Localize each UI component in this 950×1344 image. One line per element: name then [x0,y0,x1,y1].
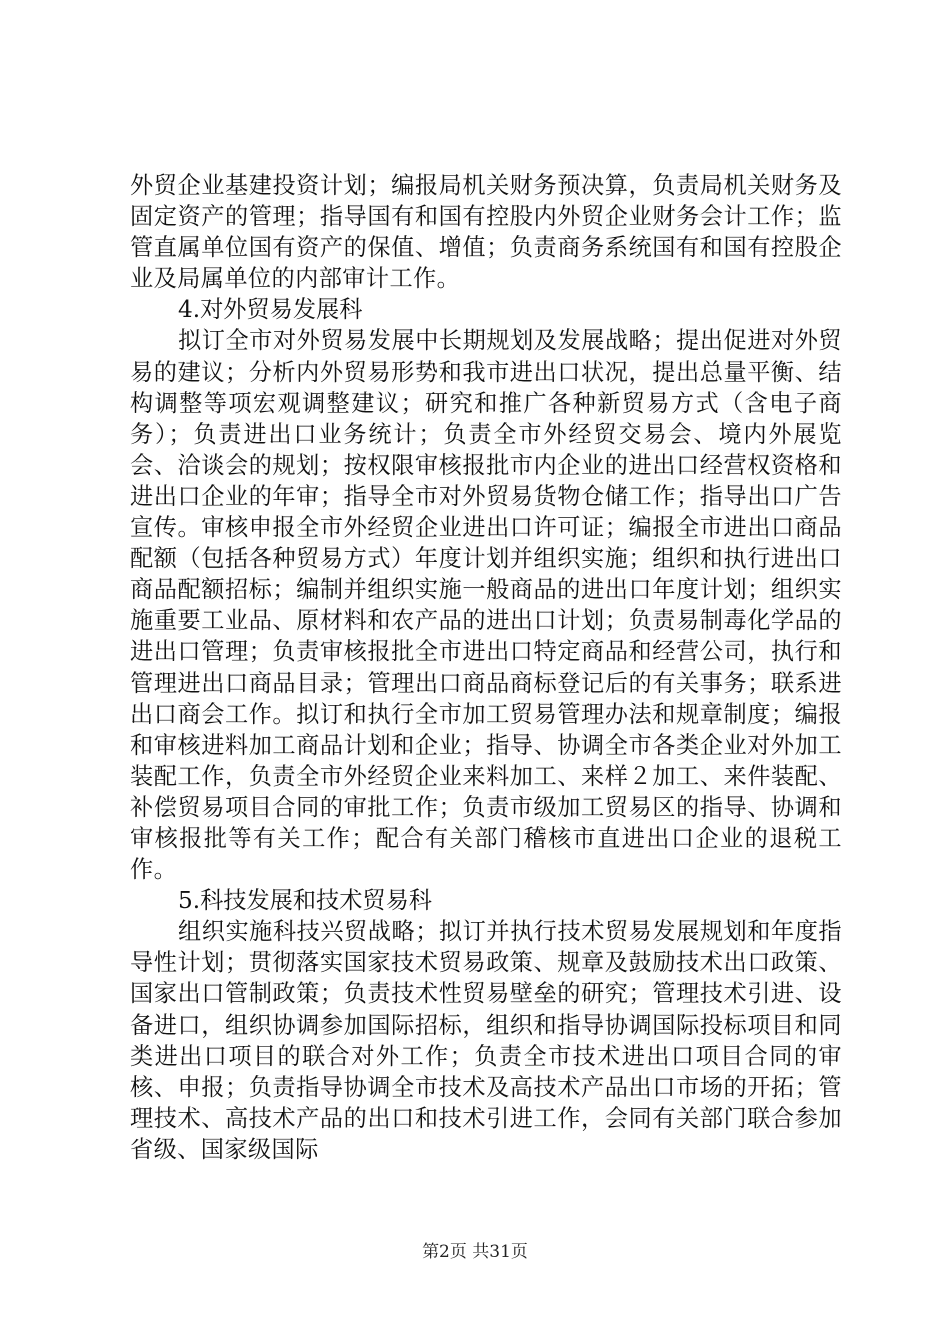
paragraph-foreign-trade: 拟订全市对外贸易发展中长期规划及发展战略；提出促进对外贸易的建议；分析内外贸易形势和我市进出口状况，提出总量平衡、结构调整等项宏观调整建议；研究和推广各种新贸易方式（含电子商务）；负责进出口业务统计；负责全市外经贸交易会、境内外展览会、洽谈会的规划；按权限审核报批市内企业的进出口经营权资格和进出口企业的年审；指导全市对外贸易货物仓储工作；指导出口广告宣传。审核申报全市外经贸企业进出口许可证；编报全市进出口商品配额（包括各种贸易方式）年度计划并组织实施；组织和执行进出口商品配额招标；编制并组织实施一般商品的进出口年度计划；组织实施重要工业品、原材料和农产品的进出口计划；负责易制毒化学品的进出口管理；负责审核报批全市进出口特定商品和经营公司，执行和管理进出口商品目录；管理出口商品商标登记后的有关事务；联系进出口商会工作。拟订和执行全市加工贸易管理办法和规章制度；编报和审核进料加工商品计划和企业；指导、协调全市各类企业对外加工装配工作，负责全市外经贸企业来料加工、来样２加工、来件装配、补偿贸易项目合同的审批工作；负责市级加工贸易区的指导、协调和审核报批等有关工作；配合有关部门稽核市直进出口企业的退税工作。 [130,327,842,884]
page-footer: 第2页 共31页 [422,1242,528,1262]
paragraph-technology-trade: 组织实施科技兴贸战略；拟订并执行技术贸易发展规划和年度指导性计划；贯彻落实国家技术贸易政策、规章及鼓励技术出口政策、国家出口管制政策；负责技术性贸易壁垒的研究；管理技术引进、设备进口，组织协调参加国际招标，组织和指导协调国际投标项目和同类进出口项目的联合对外工作；负责全市技术进出口项目合同的审核、申报；负责指导协调全市技术及高技术产品出口市场的开拓；管理技术、高技术产品的出口和技术引进工作，会同有关部门联合参加省级、国家级国际 [130,918,842,1163]
document-body [130,170,842,1165]
section-heading-technology-trade: 5.科技发展和技术贸易科 [178,887,432,915]
paragraph-continuation: 外贸企业基建投资计划；编报局机关财务预决算，负责局机关财务及固定资产的管理；指导国有和国有控股内外贸企业财务会计工作；监管直属单位国有资产的保值、增值；负责商务系统国有和国有控股企业及局属单位的内部审计工作。 [130,172,842,293]
section-heading-foreign-trade: 4.对外贸易发展科 [178,296,363,324]
